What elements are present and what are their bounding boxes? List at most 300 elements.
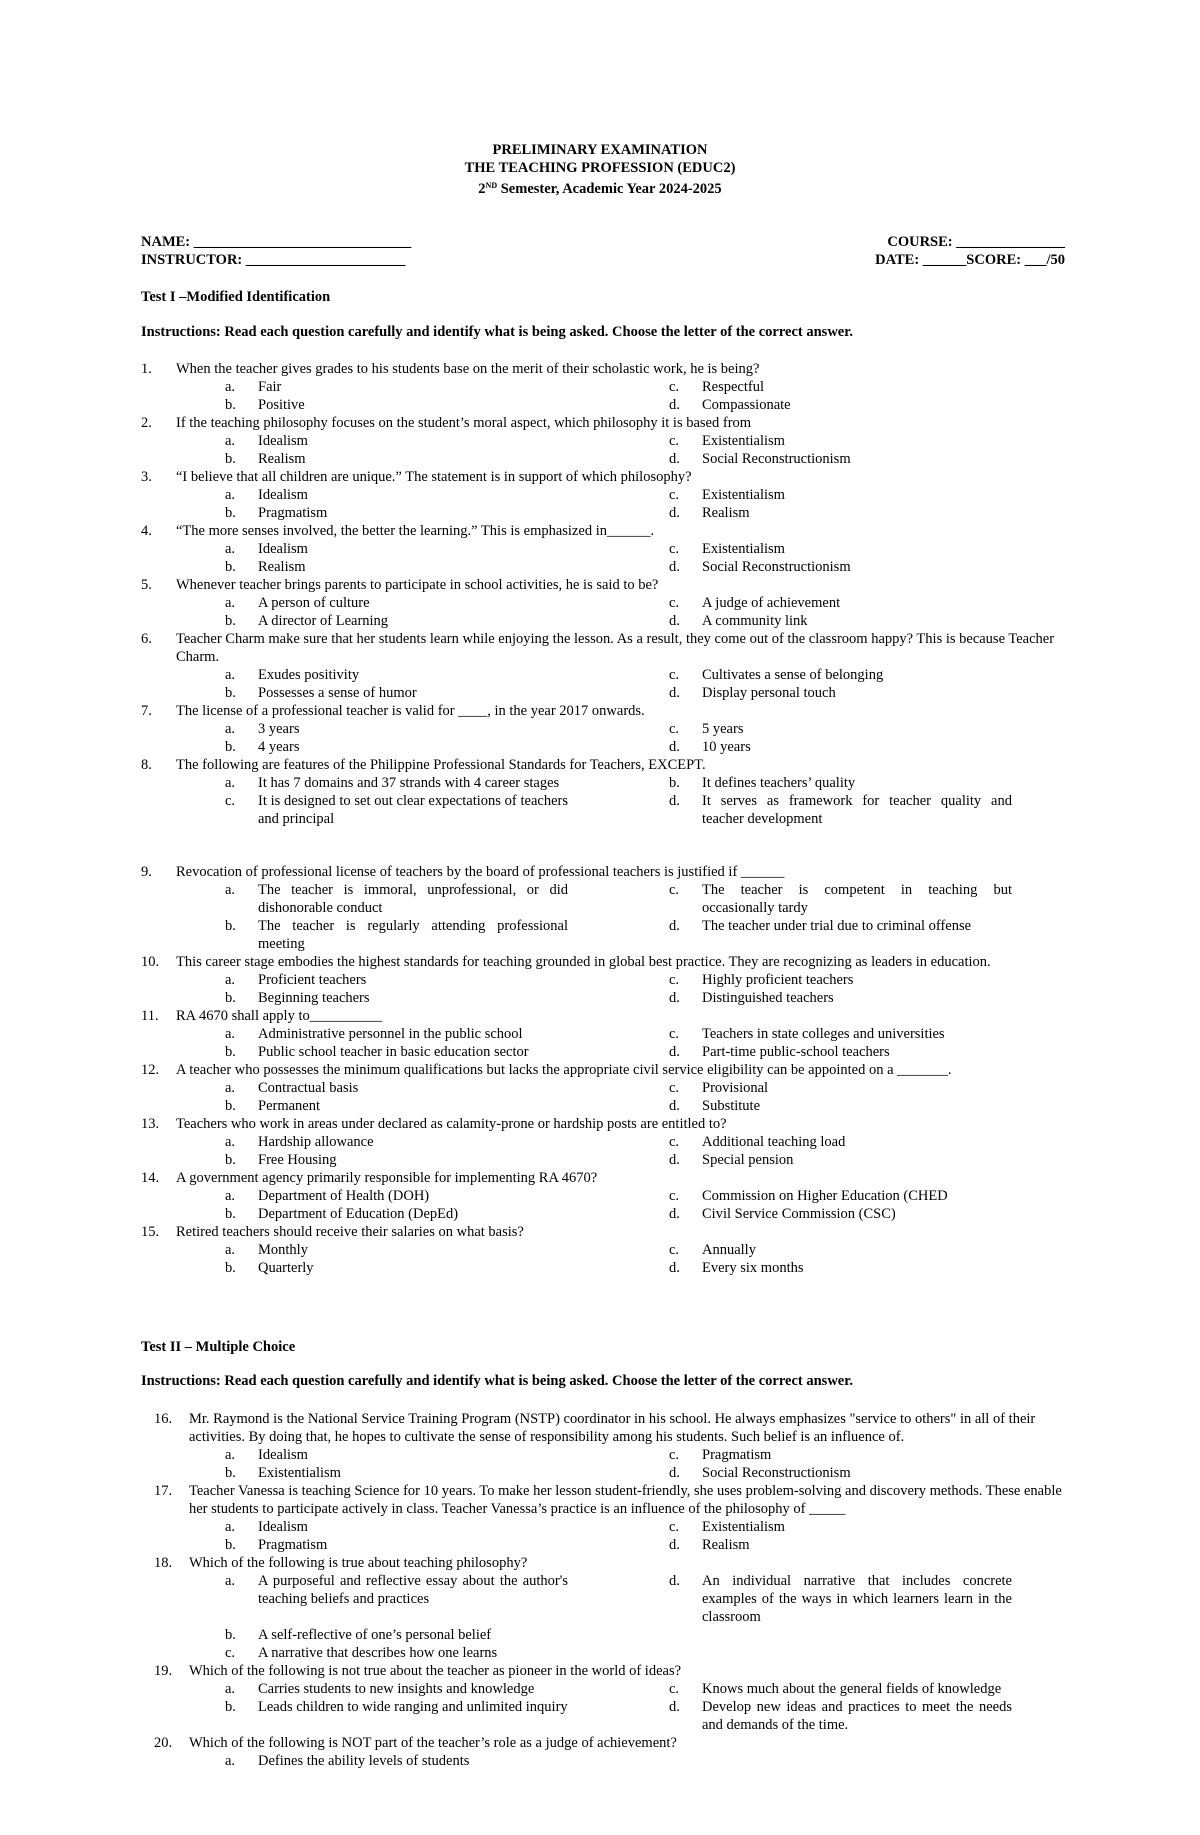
option-letter: c.	[669, 721, 680, 737]
option-a[interactable]	[141, 971, 603, 989]
question-number: 15.	[141, 1224, 160, 1240]
question-16	[141, 1410, 1065, 1482]
option-text: Substitute	[702, 1098, 761, 1114]
option-c[interactable]	[603, 540, 1065, 558]
option-letter: d.	[669, 397, 680, 413]
option-letter: a.	[225, 775, 236, 791]
option-c[interactable]	[603, 720, 1065, 738]
option-d[interactable]	[603, 504, 1065, 522]
option-text: Existentialism	[702, 433, 785, 449]
option-text: Hardship allowance	[258, 1134, 374, 1150]
instructor-field[interactable]: INSTRUCTOR: ______________________	[141, 252, 406, 268]
question-number: 17.	[154, 1483, 173, 1499]
instructor-date-row	[141, 251, 1065, 269]
option-b[interactable]	[141, 450, 603, 468]
option-a[interactable]	[141, 1079, 603, 1097]
option-text: Positive	[258, 397, 305, 413]
option-c[interactable]	[603, 1187, 1065, 1205]
option-empty	[603, 1626, 1065, 1644]
option-d[interactable]	[603, 396, 1065, 414]
option-text: An individual narrative that includes concrete examples of the ways in which learners learn in the classroom	[702, 1573, 1012, 1625]
question-text: Which of the following is not true about the teacher as pioneer in the world of ideas?	[189, 1663, 682, 1679]
question-number: 8.	[141, 757, 152, 773]
course-title: THE TEACHING PROFESSION (EDUC2)	[464, 160, 736, 176]
question-number: 12.	[141, 1062, 160, 1078]
option-text: Public school teacher in basic education sector	[258, 1044, 529, 1060]
question-14	[141, 1169, 1065, 1223]
options	[141, 1518, 1065, 1554]
option-letter: a.	[225, 1681, 236, 1697]
option-c[interactable]	[603, 971, 1065, 989]
option-letter: a.	[225, 667, 236, 683]
options	[141, 971, 1065, 1007]
question-text: Teachers who work in areas under declared as calamity-prone or hardship posts are entitled to?	[176, 1116, 727, 1132]
option-letter: c.	[669, 1519, 680, 1535]
option-text: Leads children to wide ranging and unlimited inquiry	[258, 1699, 568, 1715]
option-d[interactable]	[603, 1205, 1065, 1223]
question-number: 7.	[141, 703, 152, 719]
option-letter: a.	[225, 882, 236, 898]
option-letter: d.	[669, 1465, 680, 1481]
option-text: Provisional	[702, 1080, 769, 1096]
option-text: The teacher is regularly attending professional meeting	[258, 918, 568, 952]
option-letter: c.	[669, 882, 680, 898]
option-text: A self-reflective of one’s personal belief	[258, 1627, 492, 1643]
option-letter: a.	[225, 1080, 236, 1096]
option-text: A narrative that describes how one learns	[258, 1645, 498, 1661]
option-text: Free Housing	[258, 1152, 337, 1168]
option-letter: d.	[669, 1260, 680, 1276]
option-letter: d.	[669, 1044, 680, 1060]
question-text: Mr. Raymond is the National Service Training Program (NSTP) coordinator in his school. He always emphasizes "service to others" in all of their activities. By doing that, he hopes to cultivate the sense of responsibility among his students. Such belief is an influence of.	[189, 1411, 1036, 1445]
option-letter: a.	[225, 721, 236, 737]
option-a[interactable]	[141, 1133, 603, 1151]
option-b[interactable]	[141, 396, 603, 414]
options	[141, 1572, 1065, 1662]
options	[141, 1752, 1065, 1770]
test1-title: Test I –Modified Identification	[141, 289, 331, 305]
option-letter: d.	[669, 918, 680, 934]
option-a[interactable]	[141, 1518, 603, 1536]
option-letter: b.	[225, 559, 236, 575]
option-letter: c.	[225, 793, 236, 809]
option-b[interactable]	[141, 1259, 603, 1277]
question-text: When the teacher gives grades to his students base on the merit of their scholastic work, he is being?	[176, 361, 760, 377]
option-d[interactable]	[603, 1536, 1065, 1554]
name-field[interactable]: NAME: ______________________________	[141, 234, 412, 250]
question-2	[141, 414, 1065, 468]
question-text: Revocation of professional license of teachers by the board of professional teachers is justified if ______	[176, 864, 785, 880]
option-letter: c.	[669, 433, 680, 449]
option-text: Civil Service Commission (CSC)	[702, 1206, 896, 1222]
option-d[interactable]	[603, 684, 1065, 702]
option-letter: a.	[225, 1242, 236, 1258]
option-c[interactable]	[603, 1133, 1065, 1151]
question-5	[141, 576, 1065, 630]
option-b[interactable]	[141, 738, 603, 756]
option-letter: d.	[669, 1537, 680, 1553]
question-text: Retired teachers should receive their salaries on what basis?	[176, 1224, 524, 1240]
option-text: 4 years	[258, 739, 300, 755]
option-letter: b.	[225, 397, 236, 413]
option-letter: d.	[669, 451, 680, 467]
option-letter: b.	[225, 505, 236, 521]
options	[141, 1079, 1065, 1115]
option-b[interactable]	[141, 1536, 603, 1554]
option-a[interactable]	[141, 881, 603, 917]
option-a[interactable]	[141, 378, 603, 396]
option-c[interactable]	[603, 1241, 1065, 1259]
question-6	[141, 630, 1065, 702]
option-text: Pragmatism	[258, 505, 328, 521]
question-text: Teacher Vanessa is teaching Science for 10 years. To make her lesson student-friendly, she uses problem-solving and discovery methods. These enable her students to participate actively in class. Teacher Vanessa’s practice is an influence of the philosophy of _____	[189, 1483, 1062, 1517]
option-text: Idealism	[258, 1519, 308, 1535]
option-b[interactable]	[141, 1698, 603, 1734]
option-letter: c.	[669, 972, 680, 988]
option-letter: b.	[225, 685, 236, 701]
semester-line: 2ND Semester, Academic Year 2024-2025	[478, 181, 722, 197]
option-text: Idealism	[258, 541, 308, 557]
option-empty	[603, 1644, 1065, 1662]
option-letter: c.	[669, 1080, 680, 1096]
option-letter: c.	[669, 595, 680, 611]
option-text: Defines the ability levels of students	[258, 1753, 470, 1769]
option-c[interactable]	[603, 486, 1065, 504]
exam-title: PRELIMINARY EXAMINATION	[492, 142, 708, 158]
option-text: Existentialism	[702, 541, 785, 557]
option-a[interactable]	[141, 666, 603, 684]
question-number: 14.	[141, 1170, 160, 1186]
name-course-row	[141, 233, 1065, 251]
option-text: It defines teachers’ quality	[702, 775, 856, 791]
option-a[interactable]	[141, 1446, 603, 1464]
question-text: “I believe that all children are unique.” The statement is in support of which philosophy?	[176, 469, 692, 485]
option-b[interactable]	[141, 612, 603, 630]
option-text: Display personal touch	[702, 685, 836, 701]
option-text: The teacher is competent in teaching but occasionally tardy	[702, 882, 1012, 916]
option-text: Develop new ideas and practices to meet the needs and demands of the time.	[702, 1699, 1012, 1733]
option-letter: c.	[669, 1134, 680, 1150]
option-text: The teacher under trial due to criminal offense	[702, 918, 972, 934]
option-text: A judge of achievement	[702, 595, 841, 611]
option-text: Social Reconstructionism	[702, 1465, 851, 1481]
option-text: Idealism	[258, 1447, 308, 1463]
option-text: Realism	[258, 451, 306, 467]
question-text: A government agency primarily responsible for implementing RA 4670?	[176, 1170, 598, 1186]
question-text: A teacher who possesses the minimum qualifications but lacks the appropriate civil service eligibility can be appointed on a _______.	[176, 1062, 952, 1078]
option-b[interactable]	[141, 684, 603, 702]
option-b[interactable]	[141, 558, 603, 576]
option-letter: c.	[669, 379, 680, 395]
option-text: Additional teaching load	[702, 1134, 846, 1150]
option-a[interactable]	[141, 720, 603, 738]
option-text: Exudes positivity	[258, 667, 360, 683]
option-a[interactable]	[141, 1025, 603, 1043]
question-text: The following are features of the Philippine Professional Standards for Teachers, EXCEPT.	[176, 757, 706, 773]
options	[141, 881, 1065, 953]
option-letter: b.	[225, 739, 236, 755]
option-text: Permanent	[258, 1098, 321, 1114]
option-b[interactable]	[141, 1626, 603, 1644]
question-number: 13.	[141, 1116, 160, 1132]
options	[141, 1446, 1065, 1482]
option-letter: d.	[669, 1573, 680, 1589]
option-letter: a.	[225, 487, 236, 503]
options	[141, 486, 1065, 522]
option-text: Beginning teachers	[258, 990, 370, 1006]
option-d[interactable]	[603, 1572, 1065, 1626]
option-letter: a.	[225, 595, 236, 611]
option-text: Realism	[702, 1537, 750, 1553]
option-text: Distinguished teachers	[702, 990, 834, 1006]
option-letter: c.	[669, 1026, 680, 1042]
test1-questions	[141, 360, 1065, 1277]
option-letter: b.	[225, 1044, 236, 1060]
question-number: 3.	[141, 469, 152, 485]
option-b[interactable]	[141, 917, 603, 953]
option-text: Fair	[258, 379, 282, 395]
option-text: Realism	[702, 505, 750, 521]
option-text: Possesses a sense of humor	[258, 685, 417, 701]
option-c[interactable]	[603, 1446, 1065, 1464]
question-7	[141, 702, 1065, 756]
option-letter: b.	[225, 1206, 236, 1222]
option-text: A community link	[702, 613, 808, 629]
option-letter: a.	[225, 1573, 236, 1589]
test2-title: Test II – Multiple Choice	[141, 1339, 296, 1355]
option-b[interactable]	[141, 1097, 603, 1115]
question-text: If the teaching philosophy focuses on the student’s moral aspect, which philosophy it is based from	[176, 415, 752, 431]
options	[141, 720, 1065, 756]
question-number: 1.	[141, 361, 152, 377]
option-text: It has 7 domains and 37 strands with 4 career stages	[258, 775, 560, 791]
question-text: Whenever teacher brings parents to participate in school activities, he is said to be?	[176, 577, 659, 593]
option-d[interactable]	[603, 1151, 1065, 1169]
options	[141, 378, 1065, 414]
question-3	[141, 468, 1065, 522]
option-letter: d.	[669, 559, 680, 575]
option-letter: a.	[225, 1134, 236, 1150]
option-text: Social Reconstructionism	[702, 559, 851, 575]
option-letter: c.	[669, 1242, 680, 1258]
option-a[interactable]	[141, 774, 603, 792]
question-17	[141, 1482, 1065, 1554]
question-number: 6.	[141, 631, 152, 647]
question-number: 2.	[141, 415, 152, 431]
question-11	[141, 1007, 1065, 1061]
option-letter: d.	[669, 685, 680, 701]
option-text: A purposeful and reflective essay about the author's teaching beliefs and practices	[258, 1573, 568, 1607]
option-text: Compassionate	[702, 397, 791, 413]
question-number: 19.	[154, 1663, 173, 1679]
question-text: The license of a professional teacher is valid for ____, in the year 2017 onwards.	[176, 703, 645, 719]
option-text: Teachers in state colleges and universities	[702, 1026, 945, 1042]
option-letter: a.	[225, 1188, 236, 1204]
option-b[interactable]	[603, 774, 1065, 792]
exam-header	[0, 141, 1200, 198]
option-letter: a.	[225, 433, 236, 449]
option-letter: c.	[225, 1645, 236, 1661]
option-a[interactable]	[141, 486, 603, 504]
option-a[interactable]	[141, 432, 603, 450]
option-c[interactable]	[141, 1644, 603, 1662]
question-number: 9.	[141, 864, 152, 880]
question-13	[141, 1115, 1065, 1169]
date-score-field[interactable]: DATE: ______SCORE: ___/50	[875, 252, 1065, 268]
option-text: Realism	[258, 559, 306, 575]
option-text: Social Reconstructionism	[702, 451, 851, 467]
option-c[interactable]	[603, 1025, 1065, 1043]
question-text: Teacher Charm make sure that her students learn while enjoying the lesson. As a result, they come out of the classroom happy? This is because Teacher Charm.	[176, 631, 1055, 665]
question-20	[141, 1734, 1065, 1770]
option-text: Pragmatism	[258, 1537, 328, 1553]
option-empty	[603, 1752, 1065, 1770]
option-text: Proficient teachers	[258, 972, 367, 988]
option-b[interactable]	[141, 504, 603, 522]
option-b[interactable]	[141, 1205, 603, 1223]
option-b[interactable]	[141, 1151, 603, 1169]
option-text: Idealism	[258, 433, 308, 449]
option-d[interactable]	[603, 1259, 1065, 1277]
question-text: “The more senses involved, the better the learning.” This is emphasized in______.	[176, 523, 655, 539]
option-letter: a.	[225, 1447, 236, 1463]
question-12	[141, 1061, 1065, 1115]
option-c[interactable]	[141, 792, 603, 828]
option-letter: d.	[669, 739, 680, 755]
options	[141, 666, 1065, 702]
option-letter: b.	[225, 1627, 236, 1643]
question-text: This career stage embodies the highest standards for teaching grounded in global best practice. They are recognizing as leaders in education.	[176, 954, 991, 970]
question-9	[141, 863, 1065, 953]
option-a[interactable]	[141, 540, 603, 558]
option-letter: a.	[225, 1519, 236, 1535]
question-10	[141, 953, 1065, 1007]
option-b[interactable]	[141, 1464, 603, 1482]
option-letter: b.	[225, 1098, 236, 1114]
question-text: RA 4670 shall apply to__________	[176, 1008, 383, 1024]
option-text: Monthly	[258, 1242, 308, 1258]
option-letter: b.	[225, 451, 236, 467]
option-c[interactable]	[603, 1079, 1065, 1097]
option-d[interactable]	[603, 917, 1065, 953]
option-a[interactable]	[141, 1572, 603, 1626]
option-text: Highly proficient teachers	[702, 972, 854, 988]
option-text: Annually	[702, 1242, 756, 1258]
option-b[interactable]	[141, 989, 603, 1007]
option-c[interactable]	[603, 666, 1065, 684]
option-letter: b.	[225, 990, 236, 1006]
option-d[interactable]	[603, 1464, 1065, 1482]
option-text: Department of Education (DepEd)	[258, 1206, 459, 1222]
option-c[interactable]	[603, 1680, 1065, 1698]
option-letter: b.	[225, 918, 236, 934]
option-b[interactable]	[141, 1043, 603, 1061]
question-18	[141, 1554, 1065, 1662]
question-number: 5.	[141, 577, 152, 593]
option-a[interactable]	[141, 1187, 603, 1205]
option-text: Knows much about the general fields of knowledge	[702, 1681, 1002, 1697]
option-d[interactable]	[603, 1097, 1065, 1115]
option-text: Quarterly	[258, 1260, 314, 1276]
option-letter: a.	[225, 972, 236, 988]
options	[141, 594, 1065, 630]
option-letter: b.	[225, 1537, 236, 1553]
option-letter: d.	[669, 1206, 680, 1222]
option-text: 10 years	[702, 739, 751, 755]
option-a[interactable]	[141, 1752, 603, 1770]
option-text: Contractual basis	[258, 1080, 359, 1096]
option-letter: b.	[669, 775, 680, 791]
option-a[interactable]	[141, 594, 603, 612]
test2-instructions: Instructions: Read each question carefully and identify what is being asked. Choose the letter of the correct answer.	[141, 1373, 853, 1389]
option-a[interactable]	[141, 1241, 603, 1259]
option-text: 3 years	[258, 721, 300, 737]
option-a[interactable]	[141, 1680, 603, 1698]
course-field[interactable]: COURSE: _______________	[887, 234, 1065, 250]
question-8	[141, 756, 1065, 828]
option-d[interactable]	[603, 558, 1065, 576]
option-letter: b.	[225, 1699, 236, 1715]
option-d[interactable]	[603, 792, 1065, 828]
option-d[interactable]	[603, 612, 1065, 630]
option-text: It is designed to set out clear expectations of teachers and principal	[258, 793, 568, 827]
option-c[interactable]	[603, 1518, 1065, 1536]
option-d[interactable]	[603, 450, 1065, 468]
option-c[interactable]	[603, 432, 1065, 450]
option-letter: a.	[225, 541, 236, 557]
question-text: Which of the following is true about teaching philosophy?	[189, 1555, 528, 1571]
question-15	[141, 1223, 1065, 1277]
option-text: Cultivates a sense of belonging	[702, 667, 884, 683]
question-number: 4.	[141, 523, 152, 539]
option-text: Existentialism	[702, 1519, 785, 1535]
option-letter: d.	[669, 793, 680, 809]
option-text: Special pension	[702, 1152, 794, 1168]
options	[141, 1025, 1065, 1061]
option-text: The teacher is immoral, unprofessional, or did dishonorable conduct	[258, 882, 568, 916]
option-text: Every six months	[702, 1260, 804, 1276]
option-c[interactable]	[603, 378, 1065, 396]
question-number: 11.	[141, 1008, 159, 1024]
option-text: Pragmatism	[702, 1447, 772, 1463]
option-text: Administrative personnel in the public school	[258, 1026, 523, 1042]
option-letter: b.	[225, 1260, 236, 1276]
option-letter: c.	[669, 667, 680, 683]
option-d[interactable]	[603, 738, 1065, 756]
option-letter: d.	[669, 990, 680, 1006]
question-19	[141, 1662, 1065, 1734]
option-letter: c.	[669, 1447, 680, 1463]
option-text: Existentialism	[702, 487, 785, 503]
option-c[interactable]	[603, 594, 1065, 612]
option-text: Idealism	[258, 487, 308, 503]
question-number: 16.	[154, 1411, 173, 1427]
option-text: Existentialism	[258, 1465, 341, 1481]
option-text: Carries students to new insights and knowledge	[258, 1681, 535, 1697]
question-number: 20.	[154, 1735, 173, 1751]
option-text: Department of Health (DOH)	[258, 1188, 430, 1204]
options	[141, 1187, 1065, 1223]
question-4	[141, 522, 1065, 576]
option-letter: d.	[669, 613, 680, 629]
option-letter: c.	[669, 1188, 680, 1204]
option-letter: d.	[669, 505, 680, 521]
option-d[interactable]	[603, 989, 1065, 1007]
options	[141, 1241, 1065, 1277]
option-d[interactable]	[603, 1043, 1065, 1061]
option-c[interactable]	[603, 881, 1065, 917]
option-d[interactable]	[603, 1698, 1065, 1734]
